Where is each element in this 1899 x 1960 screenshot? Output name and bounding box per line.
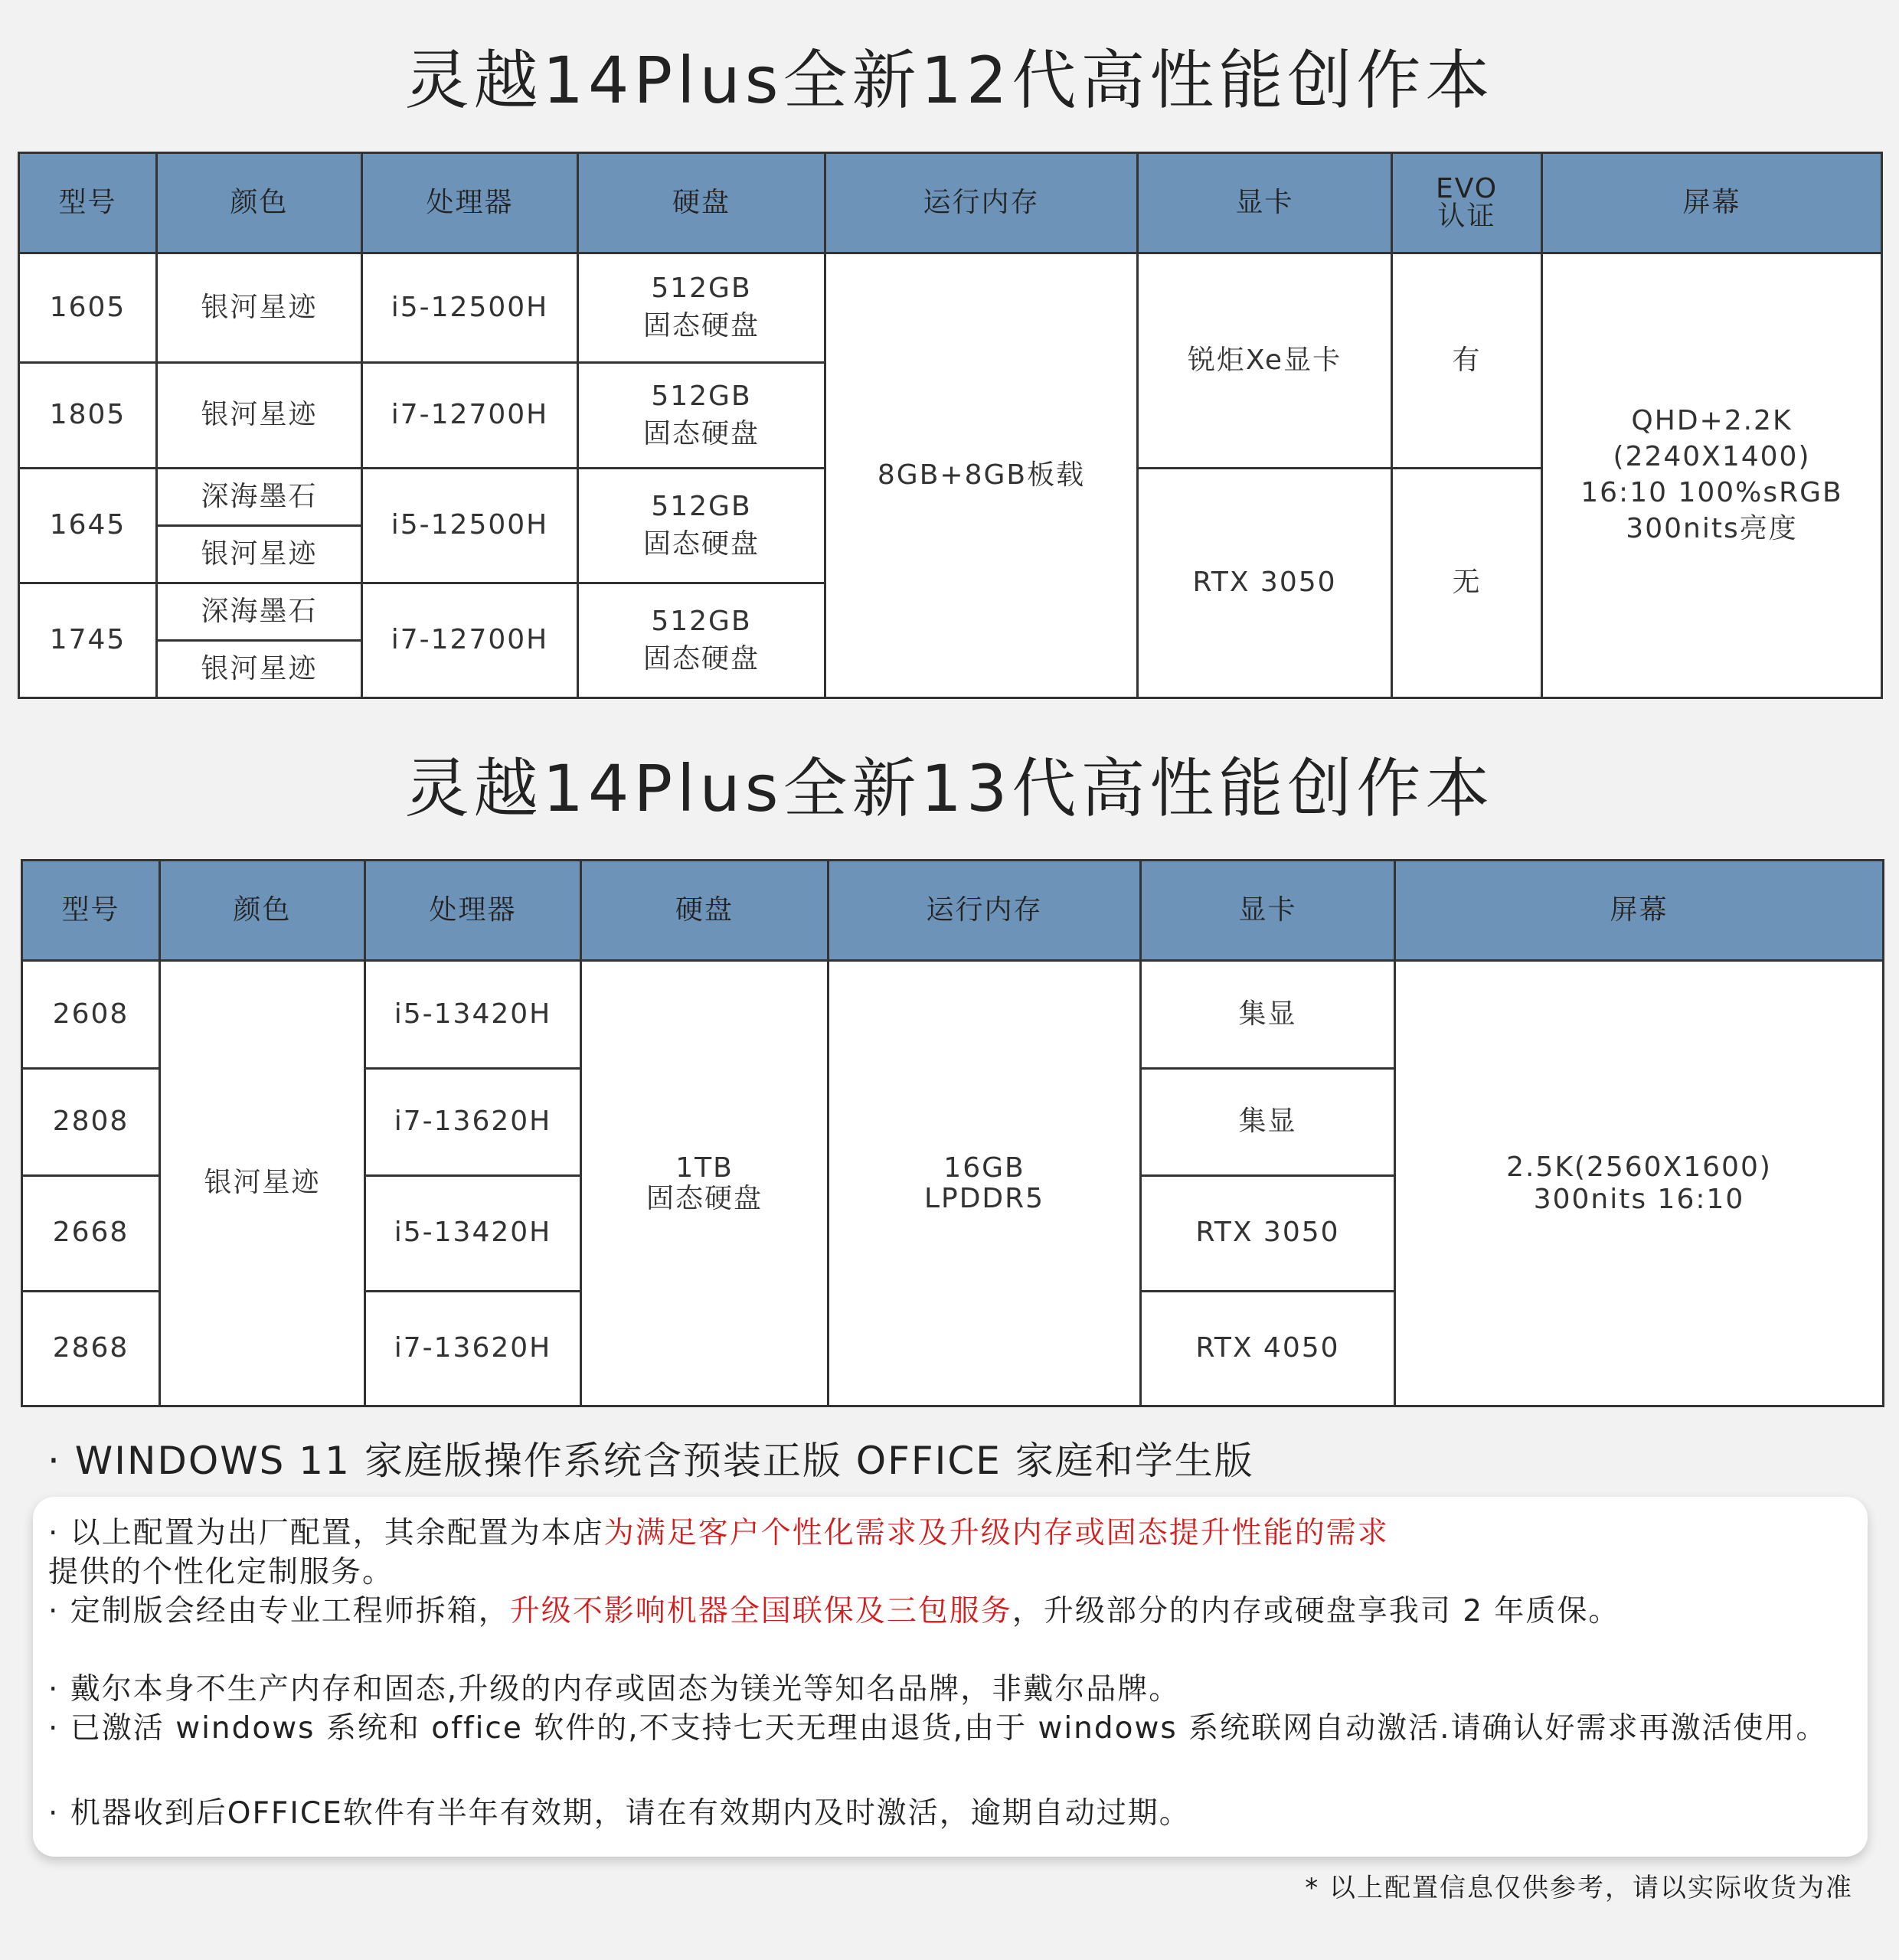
section2-title: 灵越14Plus全新13代高性能创作本 [404, 751, 1495, 826]
memory-cell: 8GB+8GB板载 [825, 253, 1138, 698]
cpu-cell: i5-12500H [362, 253, 578, 363]
header-disk: 硬盘 [578, 153, 825, 253]
header-disk: 硬盘 [581, 861, 829, 961]
note-text: 提供的个性化定制服务。 [48, 1555, 394, 1589]
model-cell: 1745 [19, 583, 157, 698]
gpu-cell: 集显 [1141, 961, 1395, 1069]
color-cell: 银河星迹 [157, 641, 362, 698]
color-cell: 深海墨石 [157, 469, 362, 526]
disk-cell: 512GB 固态硬盘 [578, 469, 825, 583]
screen-cell: 2.5K(2560X1600) 300nits 16:10 [1395, 961, 1884, 1406]
header-color: 颜色 [160, 861, 365, 961]
cpu-cell: i7-12700H [362, 583, 578, 698]
disk-cell: 1TB 固态硬盘 [581, 961, 829, 1406]
note-text: · 定制版会经由专业工程师拆箱， [48, 1594, 510, 1628]
color-cell: 银河星迹 [157, 526, 362, 583]
header-cpu: 处理器 [365, 861, 581, 961]
screen-cell: QHD+2.2K (2240X1400) 16:10 100%sRGB 300nits亮度 [1542, 253, 1882, 698]
spec-table-13th-gen [21, 859, 1884, 1407]
note-highlight: 为满足客户个性化需求及升级内存或固态提升性能的需求 [603, 1516, 1389, 1550]
note-office-validity: · 机器收到后OFFICE软件有半年有效期，请在有效期内及时激活，逾期自动过期。 [48, 1796, 1191, 1831]
note-highlight: 升级不影响机器全国联保及三包服务 [509, 1594, 1012, 1628]
note-text: · 以上配置为出厂配置，其余配置为本店 [48, 1516, 604, 1550]
memory-cell: 16GB LPDDR5 [829, 961, 1141, 1406]
disk-cell: 512GB 固态硬盘 [578, 363, 825, 469]
header-model: 型号 [19, 153, 157, 253]
disk-cell: 512GB 固态硬盘 [578, 253, 825, 363]
color-cell: 银河星迹 [157, 363, 362, 469]
table-header-row [19, 153, 1882, 253]
header-evo [1392, 153, 1542, 253]
header-memory: 运行内存 [825, 153, 1138, 253]
gpu-cell-xe: 锐炬Xe显卡 [1138, 253, 1392, 469]
os-office-note: · WINDOWS 11 家庭版操作系统含预装正版 OFFICE 家庭和学生版 [47, 1439, 1254, 1483]
note-text: ，升级部分的内存或硬盘享我司 2 年质保。 [1012, 1594, 1620, 1628]
cpu-cell: i5-13420H [365, 961, 581, 1069]
color-cell: 银河星迹 [160, 961, 365, 1406]
cpu-cell: i7-13620H [365, 1291, 581, 1406]
note-activation: · 已激活 windows 系统和 office 软件的,不支持七天无理由退货,由于 windows 系统联网自动激活.请确认好需求再激活使用。 [48, 1711, 1828, 1746]
table-row [22, 961, 1884, 1069]
gpu-cell: RTX 3050 [1141, 1175, 1395, 1291]
table-header-row [22, 861, 1884, 961]
cpu-cell: i5-13420H [365, 1175, 581, 1291]
header-cpu: 处理器 [362, 153, 578, 253]
model-cell: 1645 [19, 469, 157, 583]
note-factory-config [48, 1514, 1855, 1592]
disk-cell: 512GB 固态硬盘 [578, 583, 825, 698]
header-screen: 屏幕 [1395, 861, 1884, 961]
model-cell: 2668 [22, 1175, 160, 1291]
cpu-cell: i5-12500H [362, 469, 578, 583]
model-cell: 2808 [22, 1069, 160, 1175]
model-cell: 2868 [22, 1291, 160, 1406]
header-model: 型号 [22, 861, 160, 961]
cpu-cell: i7-12700H [362, 363, 578, 469]
model-cell: 1805 [19, 363, 157, 469]
header-gpu: 显卡 [1138, 153, 1392, 253]
spec-table-12th-gen [18, 152, 1883, 699]
note-brand: · 戴尔本身不生产内存和固态,升级的内存或固态为镁光等知名品牌，非戴尔品牌。 [48, 1672, 1181, 1707]
gpu-cell: RTX 4050 [1141, 1291, 1395, 1406]
color-cell: 深海墨石 [157, 583, 362, 641]
header-memory: 运行内存 [829, 861, 1141, 961]
header-evo-label: EVO认证 [1435, 173, 1499, 232]
color-cell: 银河星迹 [157, 253, 362, 363]
header-screen: 屏幕 [1542, 153, 1882, 253]
notes-panel [33, 1497, 1868, 1857]
table-row [19, 253, 1882, 363]
footnote: * 以上配置信息仅供参考，请以实际收货为准 [1305, 1873, 1853, 1903]
section1-title: 灵越14Plus全新12代高性能创作本 [404, 43, 1495, 118]
gpu-cell: 集显 [1141, 1069, 1395, 1175]
note-custom-service [48, 1592, 1855, 1631]
model-cell: 1605 [19, 253, 157, 363]
gpu-cell-rtx3050: RTX 3050 [1138, 469, 1392, 698]
evo-cell-yes: 有 [1392, 253, 1542, 469]
header-color: 颜色 [157, 153, 362, 253]
header-gpu: 显卡 [1141, 861, 1395, 961]
cpu-cell: i7-13620H [365, 1069, 581, 1175]
model-cell: 2608 [22, 961, 160, 1069]
evo-cell-no: 无 [1392, 469, 1542, 698]
